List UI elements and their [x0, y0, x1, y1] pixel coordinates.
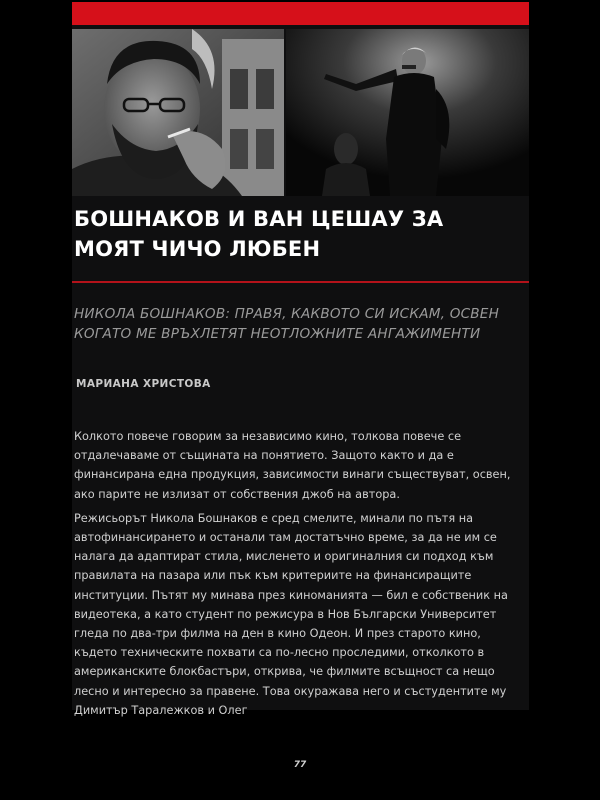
portrait-photo-icon [72, 29, 284, 196]
page-number: 77 [293, 760, 307, 770]
header-red-bar [72, 2, 529, 25]
paragraph: Режисьорът Никола Бошнаков е сред смелите, минали по пътя на автофинансирането и останали там достатъчно време, за да не им се налага да адаптират стила, мисленето и оригиналния си подход към правилата на пазара или пък към критериите на финансиращите институции. Пътят му минава през киноманията — бил е собственик на видеотека, а като студент по режисура в Нов Български Университет гледа по два-три филма на ден в кино Одеон. И през старото кино, където техническите похвати са по-лесно проследими, отколкото в американските блокбастъри, открива, че филмите всъщност са нещо лесно и интересно за правене. Това окуражава него и състудентите му Димитър Таралежков и Олег [74, 511, 508, 717]
author-name: МАРИАНА ХРИСТОВА [76, 378, 211, 390]
title-divider [72, 281, 529, 283]
article-body [74, 427, 527, 717]
article-title: БОШНАКОВ И ВАН ЦЕШАУ ЗА МОЯТ ЧИЧО ЛЮБЕН [74, 207, 444, 261]
concert-photo-icon [286, 29, 529, 196]
article-subtitle: НИКОЛА БОШНАКОВ: ПРАВЯ, КАКВОТО СИ ИСКАМ, ОСВЕН КОГАТО МЕ ВРЪХЛЕТЯТ НЕОТЛОЖНИТЕ АНГАЖИМЕНТИ [74, 306, 500, 342]
paragraph: Колкото повече говорим за независимо кино, толкова повече се отдалечаваме от същината на понятието. Защото както и да е финансирана една продукция, зависимости винаги съществуват, освен, ако парите не излизат от собствения джоб на автора. [74, 430, 511, 501]
concert-photo [286, 29, 529, 196]
magazine-page [72, 2, 529, 717]
portrait-photo [72, 29, 284, 196]
